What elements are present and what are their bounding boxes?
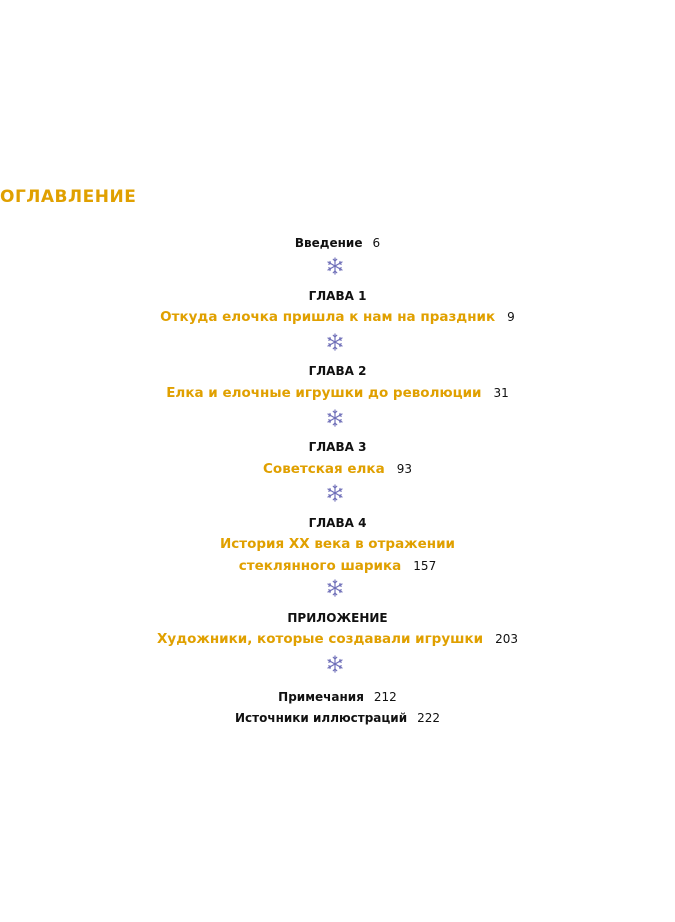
chapter-1-page: 9 — [507, 310, 515, 324]
chapter-2-title: Елка и елочные игрушки до революции — [166, 385, 482, 401]
toc-entry-chapter-4[interactable] — [0, 533, 675, 574]
notes-label: Примечания — [278, 690, 364, 704]
snowflake-icon — [326, 579, 344, 597]
chapter-4-heading: ГЛАВА 4 — [308, 516, 367, 530]
snowflake-icon — [326, 257, 344, 275]
toc-entry-intro[interactable] — [0, 232, 675, 251]
chapter-2-page: 31 — [493, 386, 509, 400]
toc-entry-appendix[interactable] — [0, 628, 675, 647]
snowflake-icon — [326, 655, 344, 673]
sources-label: Источники иллюстраций — [234, 711, 408, 725]
snowflake-icon — [326, 409, 344, 427]
chapter-1-title: Откуда елочка пришла к нам на праздник — [160, 309, 496, 325]
toc-title: ОГЛАВЛЕНИЕ — [0, 187, 137, 207]
toc-entry-sources[interactable] — [0, 707, 675, 726]
toc-entry-notes[interactable] — [0, 686, 675, 705]
appendix-page: 203 — [495, 632, 518, 646]
sources-page: 222 — [417, 711, 441, 725]
chapter-3-heading: ГЛАВА 3 — [308, 440, 367, 454]
intro-page: 6 — [372, 236, 381, 250]
appendix-title: Художники, которые создавали игрушки — [157, 631, 484, 647]
chapter-4-title-line2: стеклянного шарика — [238, 558, 402, 574]
snowflake-icon — [326, 484, 344, 502]
toc-entry-chapter-1[interactable] — [0, 306, 675, 325]
toc-entry-chapter-3[interactable] — [0, 458, 675, 477]
appendix-heading: ПРИЛОЖЕНИЕ — [287, 611, 388, 625]
snowflake-icon — [326, 333, 344, 351]
chapter-3-page: 93 — [396, 462, 412, 476]
chapter-4-page: 157 — [413, 559, 437, 573]
notes-page: 212 — [373, 690, 397, 704]
toc-entry-chapter-2[interactable] — [0, 382, 675, 401]
chapter-1-heading: ГЛАВА 1 — [308, 289, 367, 303]
chapter-2-heading: ГЛАВА 2 — [308, 364, 367, 378]
chapter-4-title-line1: История ХХ века в отражении — [219, 536, 456, 552]
intro-label: Введение — [294, 236, 363, 250]
chapter-3-title: Советская елка — [263, 461, 385, 477]
